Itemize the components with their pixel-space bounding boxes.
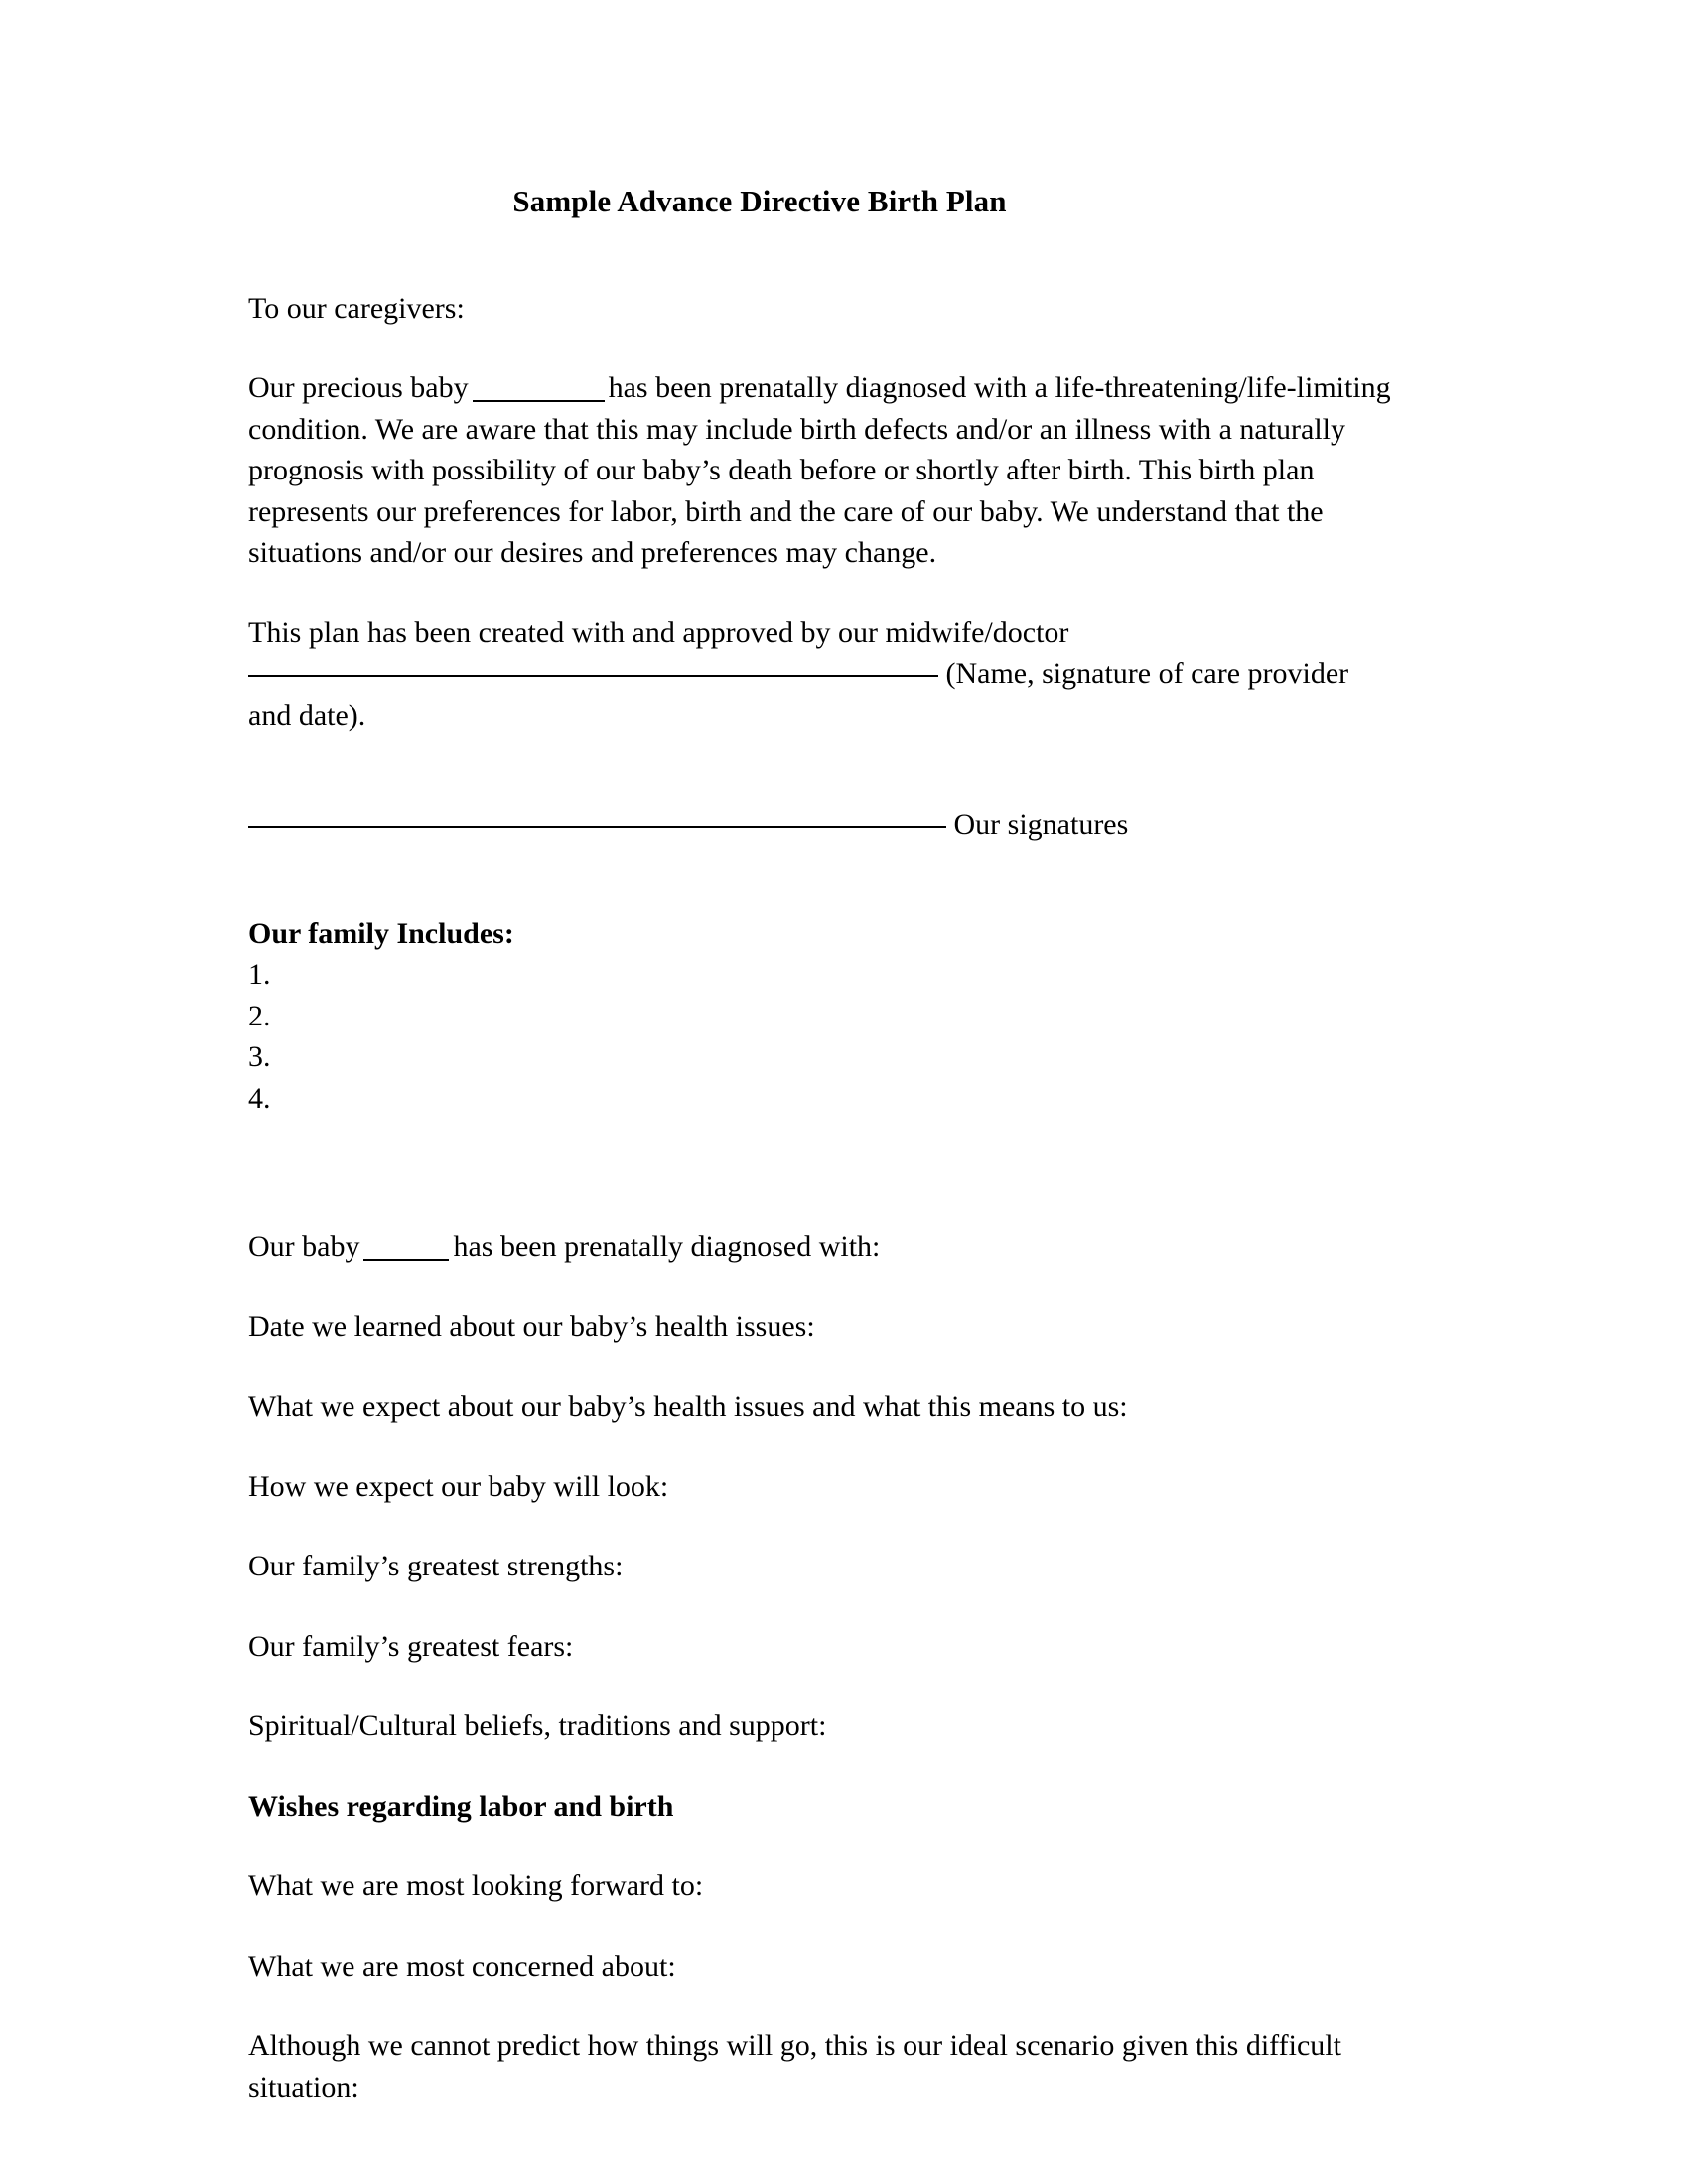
family-members-list [248, 954, 1440, 1119]
care-provider-signature-rule[interactable] [248, 675, 938, 677]
intro-text-before-blank: Our precious baby [248, 371, 469, 405]
diagnosis-prompt [248, 1226, 1440, 1268]
prompt-how-baby-will-look: How we expect our baby will look: [248, 1469, 669, 1503]
diagnosis-text-before-blank: Our baby [248, 1230, 360, 1264]
prompt-date-learned: Date we learned about our baby’s health issues: [248, 1309, 815, 1343]
baby-name-blank-second[interactable] [363, 1259, 449, 1261]
our-signatures-row [248, 804, 1440, 846]
list-item[interactable]: 4. [248, 1081, 271, 1115]
list-item[interactable]: 2. [248, 999, 271, 1032]
prompt-spiritual-cultural-beliefs: Spiritual/Cultural beliefs, traditions and support: [248, 1709, 827, 1743]
our-signatures-label: Our signatures [953, 808, 1129, 842]
intro-text-after-blank: has been prenatally diagnosed with a life-threatening/life-limiting condition. We are aware that this may include birth defects and/or an illness with a naturally prognosis with possibility of our baby’s death before or shortly after birth. This birth plan represents our preferences for labor, birth and the care of our baby. We understand that the situations and/or our desires and preferences may change. [248, 371, 1391, 570]
approval-after-rule-text: (Name, signature of care provider [945, 657, 1349, 691]
list-item[interactable]: 1. [248, 958, 271, 992]
approval-line: This plan has been created with and approved by our midwife/doctor [248, 615, 1069, 649]
prompt-greatest-strengths: Our family’s greatest strengths: [248, 1550, 624, 1583]
wishes-heading: Wishes regarding labor and birth [248, 1789, 674, 1823]
prompt-looking-forward-to: What we are most looking forward to: [248, 1869, 704, 1903]
approval-signature-row [248, 653, 1440, 736]
family-includes-heading: Our family Includes: [248, 916, 514, 950]
salutation-line: To our caregivers: [248, 291, 465, 325]
prompt-what-we-expect: What we expect about our baby’s health issues and what this means to us: [248, 1390, 1128, 1424]
diagnosis-text-after-blank: has been prenatally diagnosed with: [453, 1230, 881, 1264]
our-signature-rule[interactable] [248, 826, 946, 828]
intro-paragraph [248, 367, 1440, 574]
baby-name-blank[interactable] [473, 400, 605, 402]
prompt-greatest-fears: Our family’s greatest fears: [248, 1629, 574, 1663]
list-item[interactable]: 3. [248, 1040, 271, 1074]
prompt-most-concerned-about: What we are most concerned about: [248, 1949, 676, 1982]
page-title: Sample Advance Directive Birth Plan [512, 184, 1007, 218]
closing-paragraph: Although we cannot predict how things will go, this is our ideal scenario given this difficult situation: [248, 2029, 1341, 2104]
approval-continuation-text: and date). [248, 698, 366, 732]
